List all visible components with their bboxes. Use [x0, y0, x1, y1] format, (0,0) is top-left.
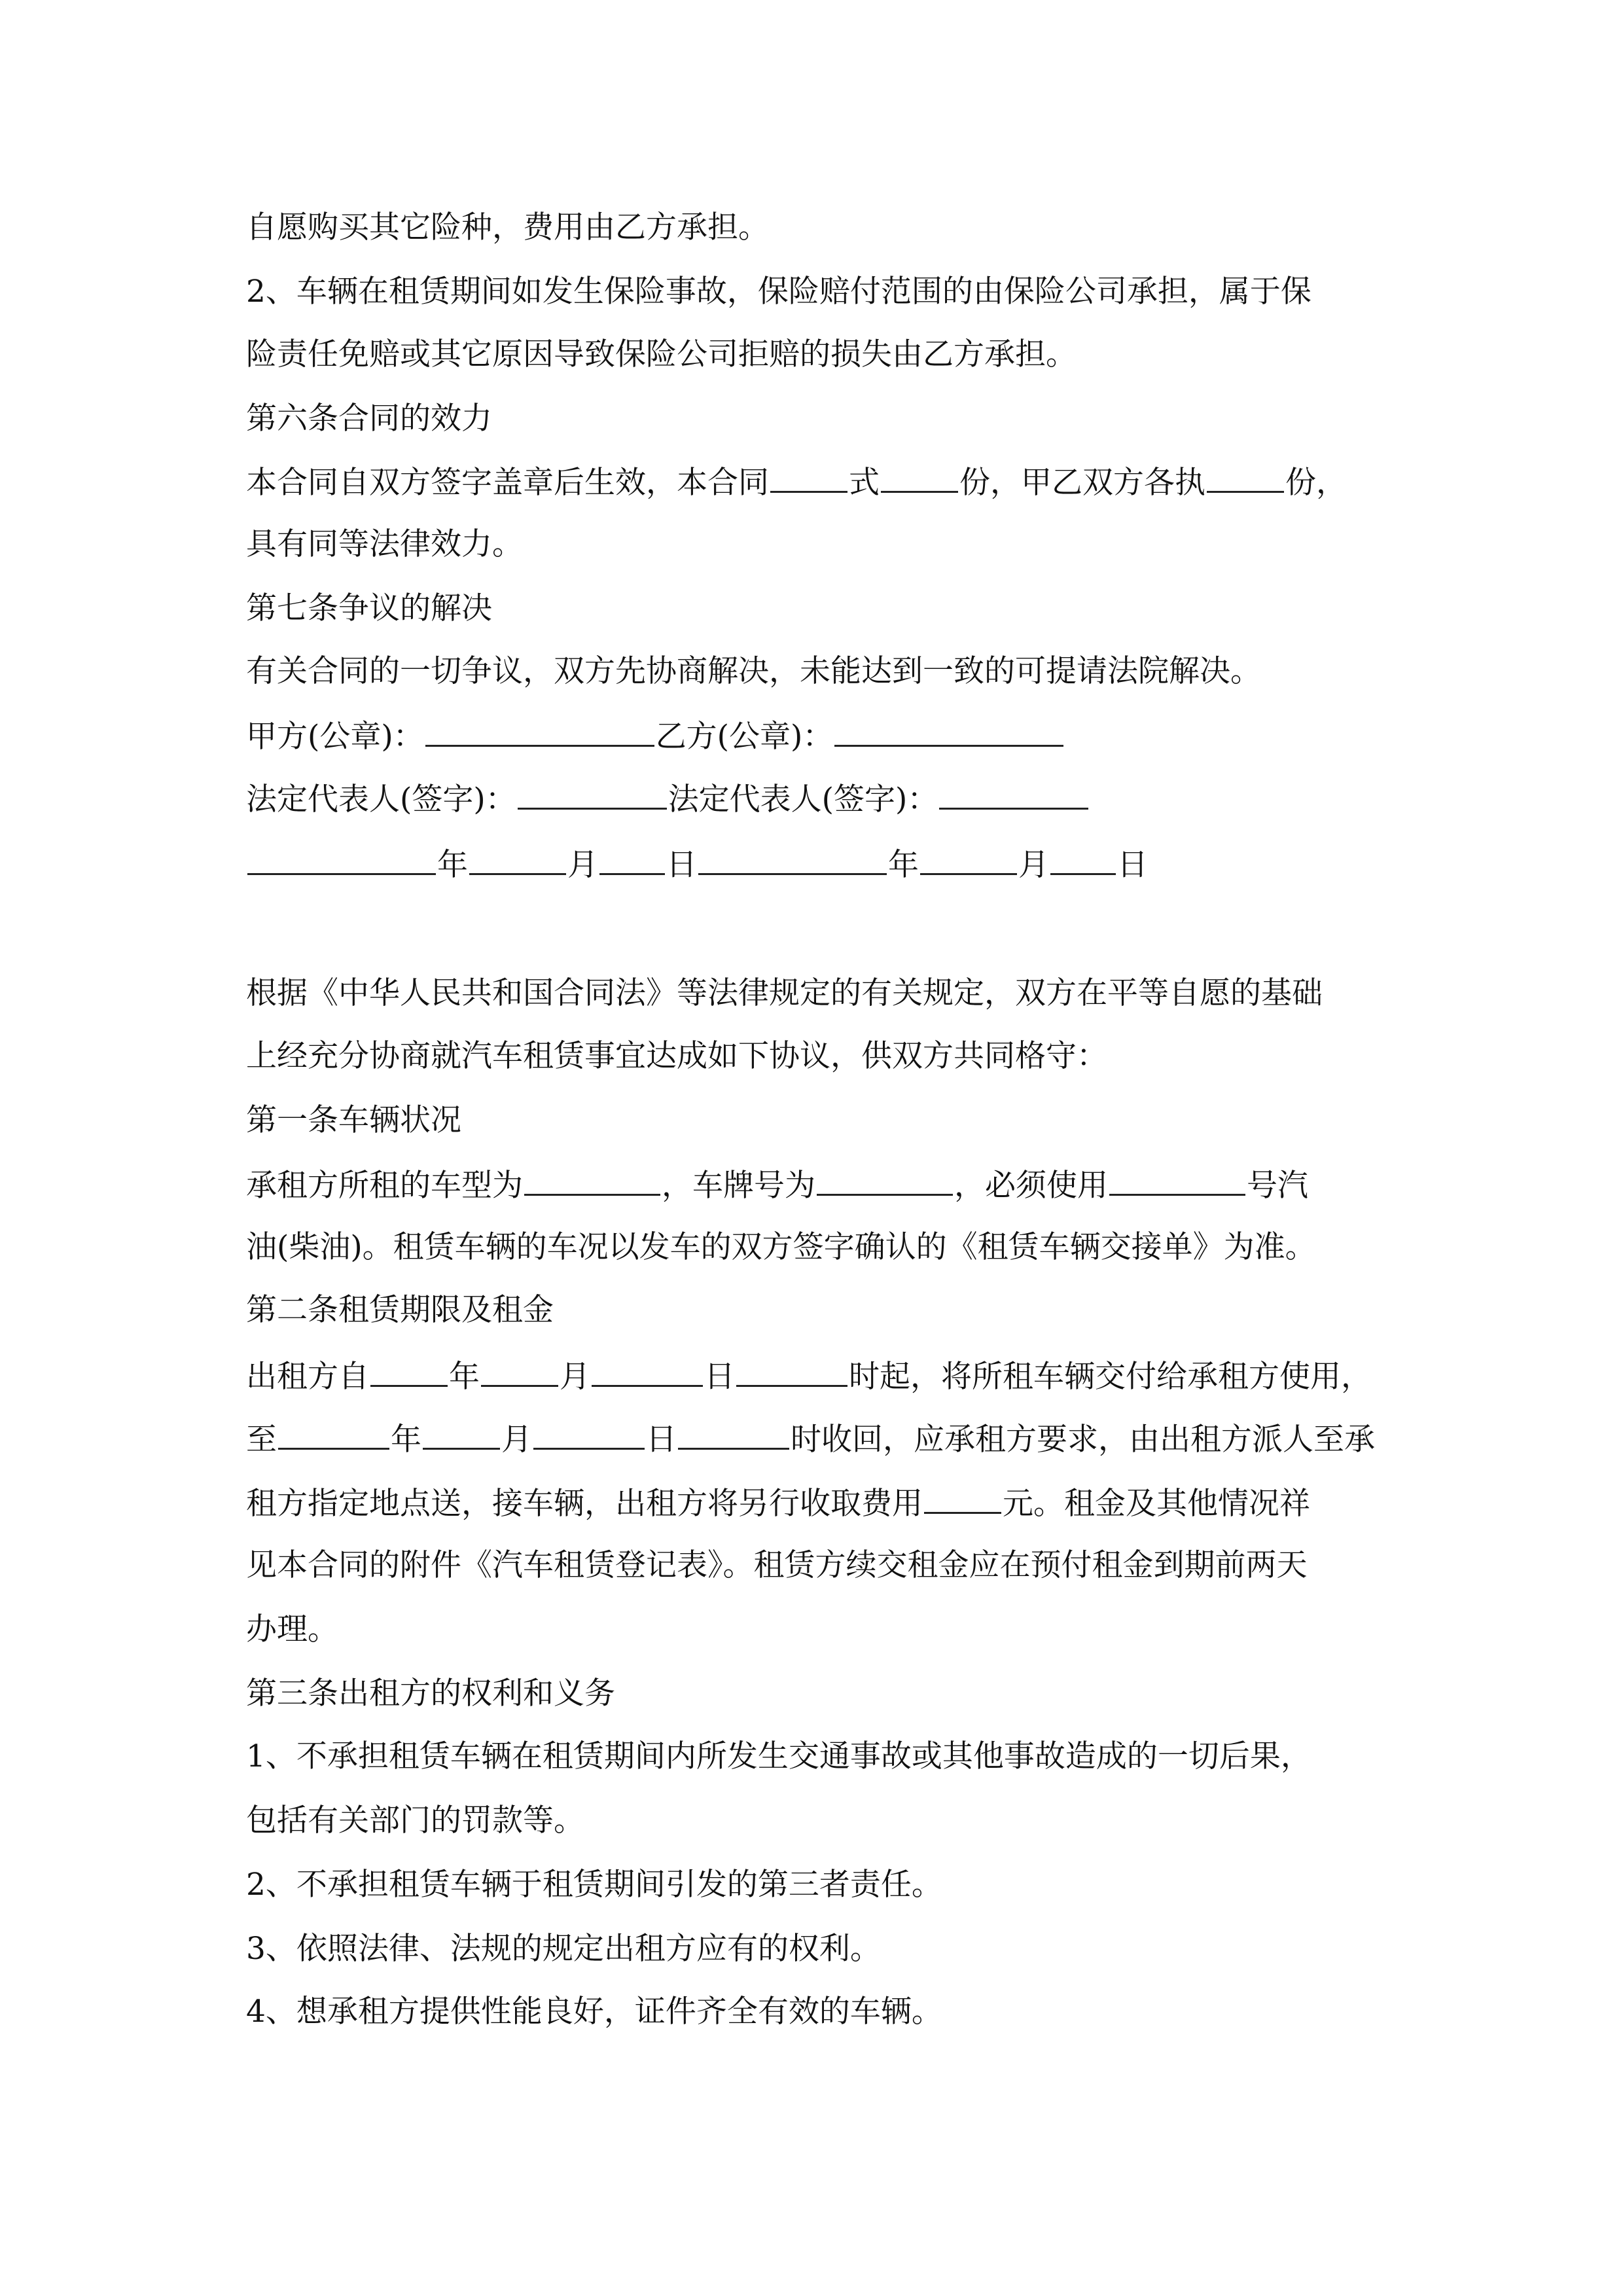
text: 份，甲乙双方各执	[959, 465, 1205, 501]
text: 3、依照法律、法规的规定出租方应有的权利。	[246, 1931, 881, 1967]
paragraph-line	[246, 1037, 1418, 1076]
paragraph-line	[246, 1228, 1418, 1267]
day-label: 日	[1117, 847, 1148, 883]
text: 1、不承担租赁车辆在租赁期间内所发生交通事故或其他事故造成的一切后果，	[246, 1738, 1311, 1774]
year-blank[interactable]	[247, 844, 436, 875]
text: ，必须使用	[954, 1168, 1108, 1204]
heading-text: 第三条出租方的权利和义务	[246, 1676, 615, 1712]
paragraph-line	[246, 462, 1418, 501]
year-label: 年	[437, 847, 468, 883]
fill-blank[interactable]	[423, 1419, 500, 1450]
heading-text: 第二条租赁期限及租金	[246, 1292, 554, 1328]
paragraph-line	[246, 1419, 1418, 1458]
text: 自愿购买其它险种，费用由乙方承担。	[246, 209, 769, 245]
paragraph-line	[246, 1356, 1418, 1395]
day-blank[interactable]	[1050, 844, 1116, 875]
plate-number-blank[interactable]	[817, 1165, 953, 1196]
day-label: 日	[666, 847, 697, 883]
paragraph-line	[246, 1929, 1418, 1969]
text: 时起，将所租车辆交付给承租方使用，	[849, 1359, 1372, 1395]
month-blank[interactable]	[920, 844, 1017, 875]
text: 本合同自双方签字盖章后生效，本合同	[246, 465, 769, 501]
paragraph-line	[246, 335, 1418, 374]
paragraph-line	[246, 525, 1418, 564]
party-a-seal-blank[interactable]	[425, 716, 654, 747]
text: ，车牌号为	[662, 1168, 815, 1204]
paragraph-line	[246, 1801, 1418, 1840]
paragraph-line	[246, 1165, 1418, 1204]
fill-blank[interactable]	[770, 462, 847, 493]
text: 年	[449, 1359, 480, 1395]
heading-text: 第一条车辆状况	[246, 1102, 461, 1138]
fill-blank[interactable]	[481, 1356, 558, 1387]
text: 4、想承租方提供性能良好，证件齐全有效的车辆。	[246, 1994, 942, 2030]
year-label: 年	[888, 847, 919, 883]
text: 办理。	[246, 1611, 338, 1647]
paragraph-line	[246, 1865, 1418, 1905]
text: 险责任免赔或其它原因导致保险公司拒赔的损失由乙方承担。	[246, 336, 1077, 372]
text: 日	[704, 1359, 735, 1395]
fill-blank[interactable]	[881, 462, 958, 493]
text: 元。租金及其他情况祥	[1003, 1486, 1310, 1522]
party-b-label: 乙方(公章)：	[655, 719, 834, 755]
text: 具有同等法律效力。	[246, 526, 523, 562]
heading-text: 第六条合同的效力	[246, 401, 492, 437]
signature-line	[246, 779, 1418, 818]
paragraph-line	[246, 1737, 1418, 1776]
section-heading	[246, 1674, 1418, 1713]
section-heading	[246, 399, 1418, 439]
fee-blank[interactable]	[924, 1483, 1001, 1514]
paragraph-line	[246, 974, 1418, 1013]
text: 见本合同的附件《汽车租赁登记表》。租赁方续交租金应在预付租金到期前两天	[246, 1547, 1308, 1583]
day-blank[interactable]	[599, 844, 665, 875]
text: 月	[560, 1359, 590, 1395]
text: 时收回，应承租方要求，由出租方派人至承	[791, 1422, 1375, 1458]
paragraph-line	[246, 652, 1418, 691]
text: 2、车辆在租赁期间如发生保险事故，保险赔付范围的由保险公司承担，属于保	[246, 274, 1311, 310]
party-b-seal-blank[interactable]	[834, 716, 1063, 747]
fill-blank[interactable]	[592, 1356, 703, 1387]
month-label: 月	[1018, 847, 1049, 883]
signature-line	[246, 716, 1418, 755]
text: 根据《中华人民共和国合同法》等法律规定的有关规定，双方在平等自愿的基础	[246, 975, 1323, 1011]
fill-blank[interactable]	[278, 1419, 389, 1450]
text: 份，	[1285, 465, 1347, 501]
fuel-grade-blank[interactable]	[1109, 1165, 1245, 1196]
text: 年	[391, 1422, 421, 1458]
section-heading	[246, 1291, 1418, 1330]
month-label: 月	[567, 847, 598, 883]
fill-blank[interactable]	[533, 1419, 645, 1450]
year-blank[interactable]	[698, 844, 887, 875]
rep-b-label: 法定代表人(签字)：	[668, 781, 938, 817]
text: 租方指定地点送，接车辆，出租方将另行收取费用	[246, 1486, 923, 1522]
fill-blank[interactable]	[678, 1419, 789, 1450]
text: 承租方所租的车型为	[246, 1168, 523, 1204]
rep-b-sign-blank[interactable]	[939, 779, 1088, 810]
section-heading	[246, 1101, 1418, 1140]
paragraph-line	[246, 272, 1418, 312]
rep-a-label: 法定代表人(签字)：	[246, 781, 516, 817]
fill-blank[interactable]	[736, 1356, 847, 1387]
date-line	[246, 844, 1418, 884]
text: 月	[501, 1422, 532, 1458]
paragraph-line	[246, 1546, 1418, 1585]
text: 日	[646, 1422, 677, 1458]
text: 有关合同的一切争议，双方先协商解决，未能达到一致的可提请法院解决。	[246, 653, 1261, 689]
text: 号汽	[1247, 1168, 1308, 1204]
text: 式	[849, 465, 880, 501]
text: 至	[246, 1422, 277, 1458]
party-a-label: 甲方(公章)：	[246, 719, 424, 755]
vehicle-model-blank[interactable]	[524, 1165, 660, 1196]
section-heading	[246, 589, 1418, 628]
text: 包括有关部门的罚款等。	[246, 1803, 584, 1839]
paragraph-line	[246, 208, 1418, 247]
paragraph-line	[246, 1610, 1418, 1649]
text: 2、不承担租赁车辆于租赁期间引发的第三者责任。	[246, 1867, 942, 1903]
paragraph-line	[246, 1992, 1418, 2032]
heading-text: 第七条争议的解决	[246, 590, 492, 626]
paragraph-line	[246, 1483, 1418, 1522]
text: 上经充分协商就汽车租赁事宜达成如下协议，供双方共同格守：	[246, 1038, 1107, 1074]
fill-blank[interactable]	[1207, 462, 1284, 493]
rep-a-sign-blank[interactable]	[518, 779, 667, 810]
text: 油(柴油)。租赁车辆的车况以发车的双方签字确认的《租赁车辆交接单》为准。	[246, 1229, 1316, 1265]
fill-blank[interactable]	[370, 1356, 448, 1387]
text: 出租方自	[246, 1359, 369, 1395]
month-blank[interactable]	[469, 844, 566, 875]
